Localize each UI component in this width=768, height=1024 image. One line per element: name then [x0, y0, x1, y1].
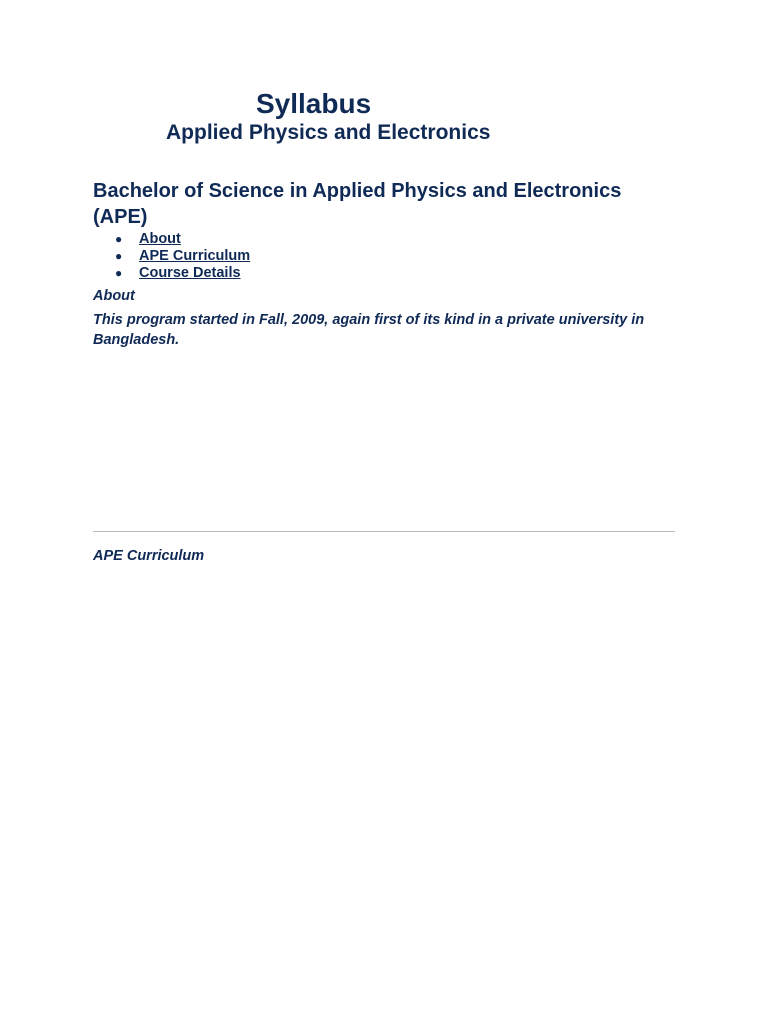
bullet-icon: ●: [115, 232, 123, 246]
about-text: This program started in Fall, 2009, again first of its kind in a private university in Bangladesh.: [93, 312, 645, 348]
bullet-icon: ●: [115, 249, 123, 263]
ape-curriculum-section-label: APE Curriculum: [93, 548, 205, 564]
toc-link-about[interactable]: About: [139, 231, 181, 247]
section-divider: [93, 531, 675, 532]
program-heading: Bachelor of Science in Applied Physics and Electronics (APE): [93, 180, 622, 228]
table-of-contents: [93, 231, 250, 282]
about-section-label: About: [93, 288, 135, 304]
page-subtitle: Applied Physics and Electronics: [166, 121, 491, 144]
toc-link-course-details[interactable]: Course Details: [139, 265, 241, 281]
toc-link-ape-curriculum[interactable]: APE Curriculum: [139, 248, 251, 264]
page-title: Syllabus: [256, 88, 372, 119]
toc-item-course-details: [93, 265, 250, 282]
bullet-icon: ●: [115, 266, 123, 280]
toc-item-about: [93, 231, 250, 248]
toc-item-ape-curriculum: [93, 248, 250, 265]
